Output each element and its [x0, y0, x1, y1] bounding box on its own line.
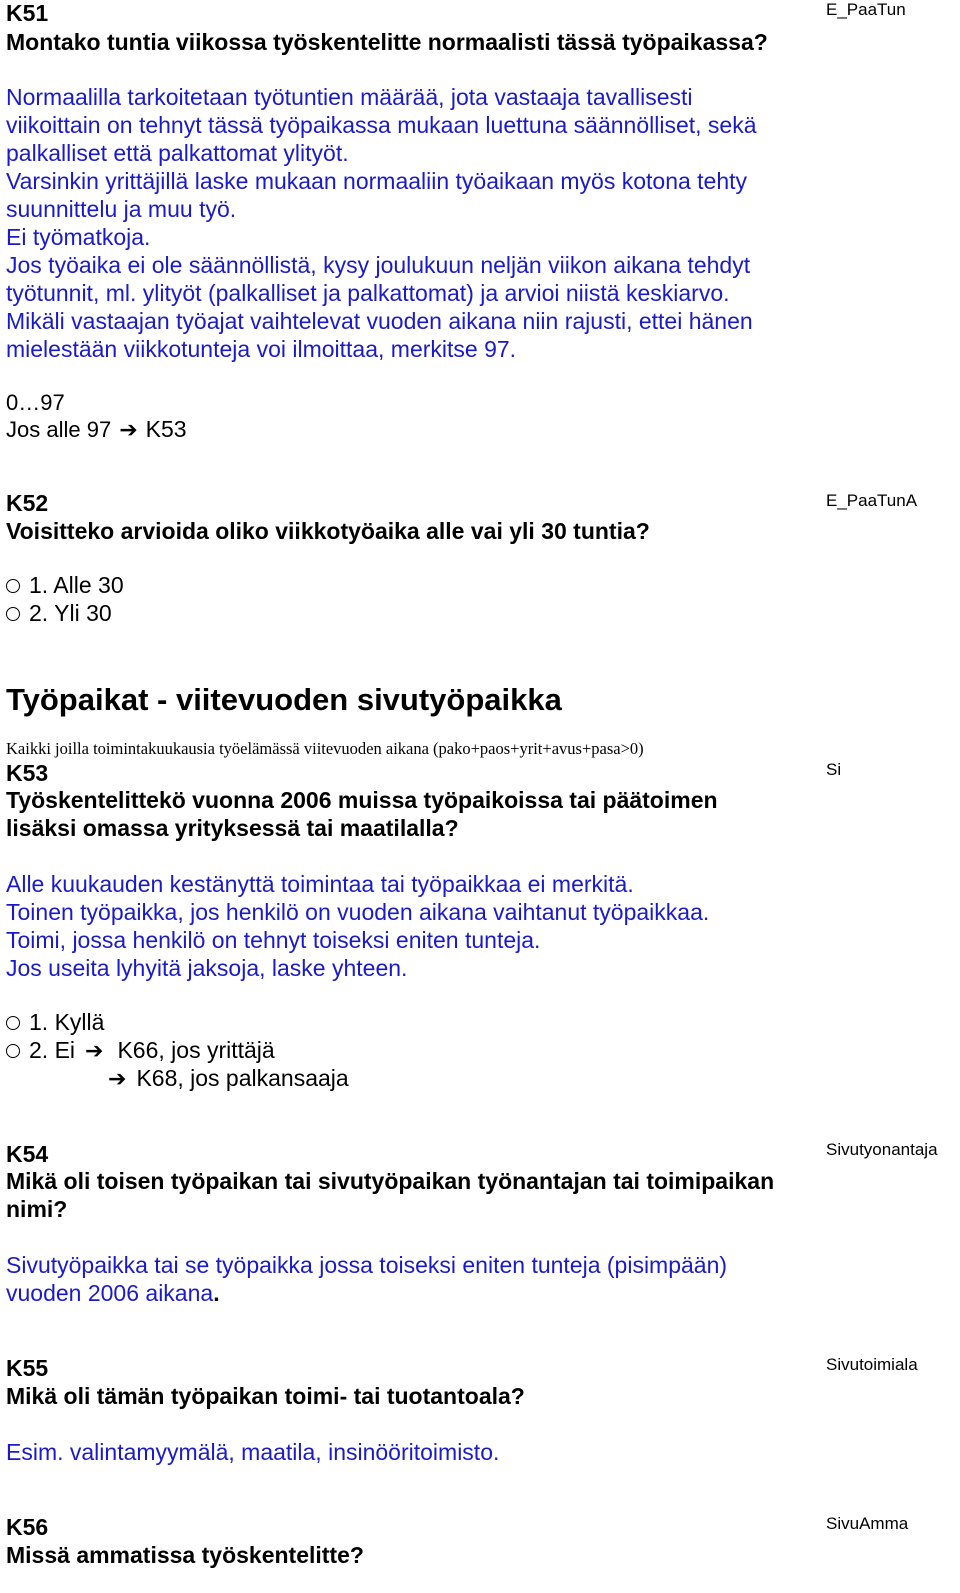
radio-circle-icon[interactable]: [6, 607, 20, 621]
instruction-line: palkalliset että palkattomat ylityöt.: [6, 140, 349, 166]
instruction-line: Jos useita lyhyitä jaksoja, laske yhteen.: [6, 955, 408, 981]
arrow-right-icon: ➔: [108, 1065, 127, 1091]
instructions-k51: [6, 83, 757, 363]
instruction-line: mielestään viikkotunteja voi ilmoittaa, merkitse 97.: [6, 336, 517, 362]
skip-target: K68, jos palkansaaja: [136, 1065, 349, 1091]
question-id-k54: K54: [6, 1141, 49, 1167]
variable-name-k56: SivuAmma: [826, 1514, 909, 1533]
answer-range-k51: 0…97: [6, 390, 65, 415]
section-filter: Kaikki joilla toimintakuukausia työelämässä viitevuoden aikana (pako+paos+yrit+avus+pasa>0): [6, 739, 644, 758]
option-ei[interactable]: [6, 1037, 275, 1064]
question-text-k52: Voisitteko arvioida oliko viikkotyöaika alle vai yli 30 tuntia?: [6, 518, 650, 544]
radio-circle-icon[interactable]: [6, 1016, 20, 1030]
instructions-k53: [6, 870, 709, 982]
question-text-k51: Montako tuntia viikossa työskentelitte normaalisti tässä työpaikassa?: [6, 29, 768, 55]
question-text-k56: Missä ammatissa työskentelitte?: [6, 1542, 364, 1568]
question-id-k51: K51: [6, 0, 49, 26]
instruction-text: vuoden 2006 aikana: [6, 1280, 214, 1306]
question-text-k53: [6, 786, 718, 842]
skip-condition: Jos alle 97: [6, 416, 112, 442]
instruction-line: Ei työmatkoja.: [6, 224, 151, 250]
instruction-line: suunnittelu ja muu työ.: [6, 196, 237, 222]
instruction-line: [6, 1279, 727, 1307]
question-text-k55: Mikä oli tämän työpaikan toimi- tai tuotantoala?: [6, 1383, 525, 1409]
variable-name-k51: E_PaaTun: [826, 0, 906, 19]
instruction-line: Normaalilla tarkoitetaan työtuntien määrää, jota vastaaja tavallisesti: [6, 84, 693, 110]
skip-rule-palkansaaja: [108, 1065, 349, 1092]
variable-name-k54: Sivutyonantaja: [826, 1140, 938, 1159]
question-id-k52: K52: [6, 490, 49, 516]
radio-circle-icon[interactable]: [6, 1044, 20, 1058]
instruction-line: viikoittain on tehnyt tässä työpaikassa mukaan luettuna säännölliset, sekä: [6, 112, 757, 138]
option-label: 2. Yli 30: [29, 600, 112, 626]
variable-name-k55: Sivutoimiala: [826, 1355, 918, 1374]
instruction-line: Mikäli vastaajan työajat vaihtelevat vuoden aikana niin rajusti, ettei hänen: [6, 308, 753, 334]
question-line: lisäksi omassa yrityksessä tai maatilalla?: [6, 815, 459, 841]
instruction-line: Alle kuukauden kestänyttä toimintaa tai työpaikkaa ei merkitä.: [6, 871, 634, 897]
arrow-right-icon: ➔: [85, 1037, 104, 1063]
skip-target: K53: [145, 416, 187, 442]
option-label: 2. Ei: [29, 1037, 76, 1063]
question-text-k54: [6, 1167, 774, 1223]
instruction-k55: Esim. valintamyymälä, maatila, insinööritoimisto.: [6, 1439, 500, 1465]
option-yli-30[interactable]: [6, 600, 112, 627]
question-id-k56: K56: [6, 1514, 49, 1540]
instruction-period: .: [213, 1280, 220, 1306]
variable-name-k53: Si: [826, 760, 842, 779]
instructions-k54: [6, 1251, 727, 1307]
section-title: Työpaikat - viitevuoden sivutyöpaikka: [6, 682, 562, 717]
question-line: nimi?: [6, 1196, 68, 1222]
instruction-line: Toinen työpaikka, jos henkilö on vuoden aikana vaihtanut työpaikkaa.: [6, 899, 710, 925]
option-alle-30[interactable]: [6, 572, 124, 599]
question-line: Mikä oli toisen työpaikan tai sivutyöpaikan työnantajan tai toimipaikan: [6, 1168, 775, 1194]
instruction-line: Sivutyöpaikka tai se työpaikka jossa toiseksi eniten tunteja (pisimpään): [6, 1252, 728, 1278]
skip-target: K66, jos yrittäjä: [117, 1037, 275, 1063]
option-kylla[interactable]: [6, 1009, 104, 1036]
question-line: Työskentelittekö vuonna 2006 muissa työpaikoissa tai päätoimen: [6, 787, 718, 813]
arrow-right-icon: ➔: [119, 416, 138, 442]
instruction-line: Toimi, jossa henkilö on tehnyt toiseksi eniten tunteja.: [6, 927, 541, 953]
variable-name-k52: E_PaaTunA: [826, 491, 918, 510]
instruction-line: Jos työaika ei ole säännöllistä, kysy joulukuun neljän viikon aikana tehdyt: [6, 252, 751, 278]
radio-circle-icon[interactable]: [6, 579, 20, 593]
skip-rule-k51: [6, 416, 187, 443]
instruction-line: Varsinkin yrittäjillä laske mukaan normaaliin työaikaan myös kotona tehty: [6, 168, 748, 194]
option-label: 1. Kyllä: [29, 1009, 105, 1035]
question-id-k53: K53: [6, 760, 49, 786]
instruction-line: työtunnit, ml. ylityöt (palkalliset ja palkattomat) ja arvioi niistä keskiarvo.: [6, 280, 730, 306]
option-label: 1. Alle 30: [29, 572, 124, 598]
question-id-k55: K55: [6, 1355, 49, 1381]
